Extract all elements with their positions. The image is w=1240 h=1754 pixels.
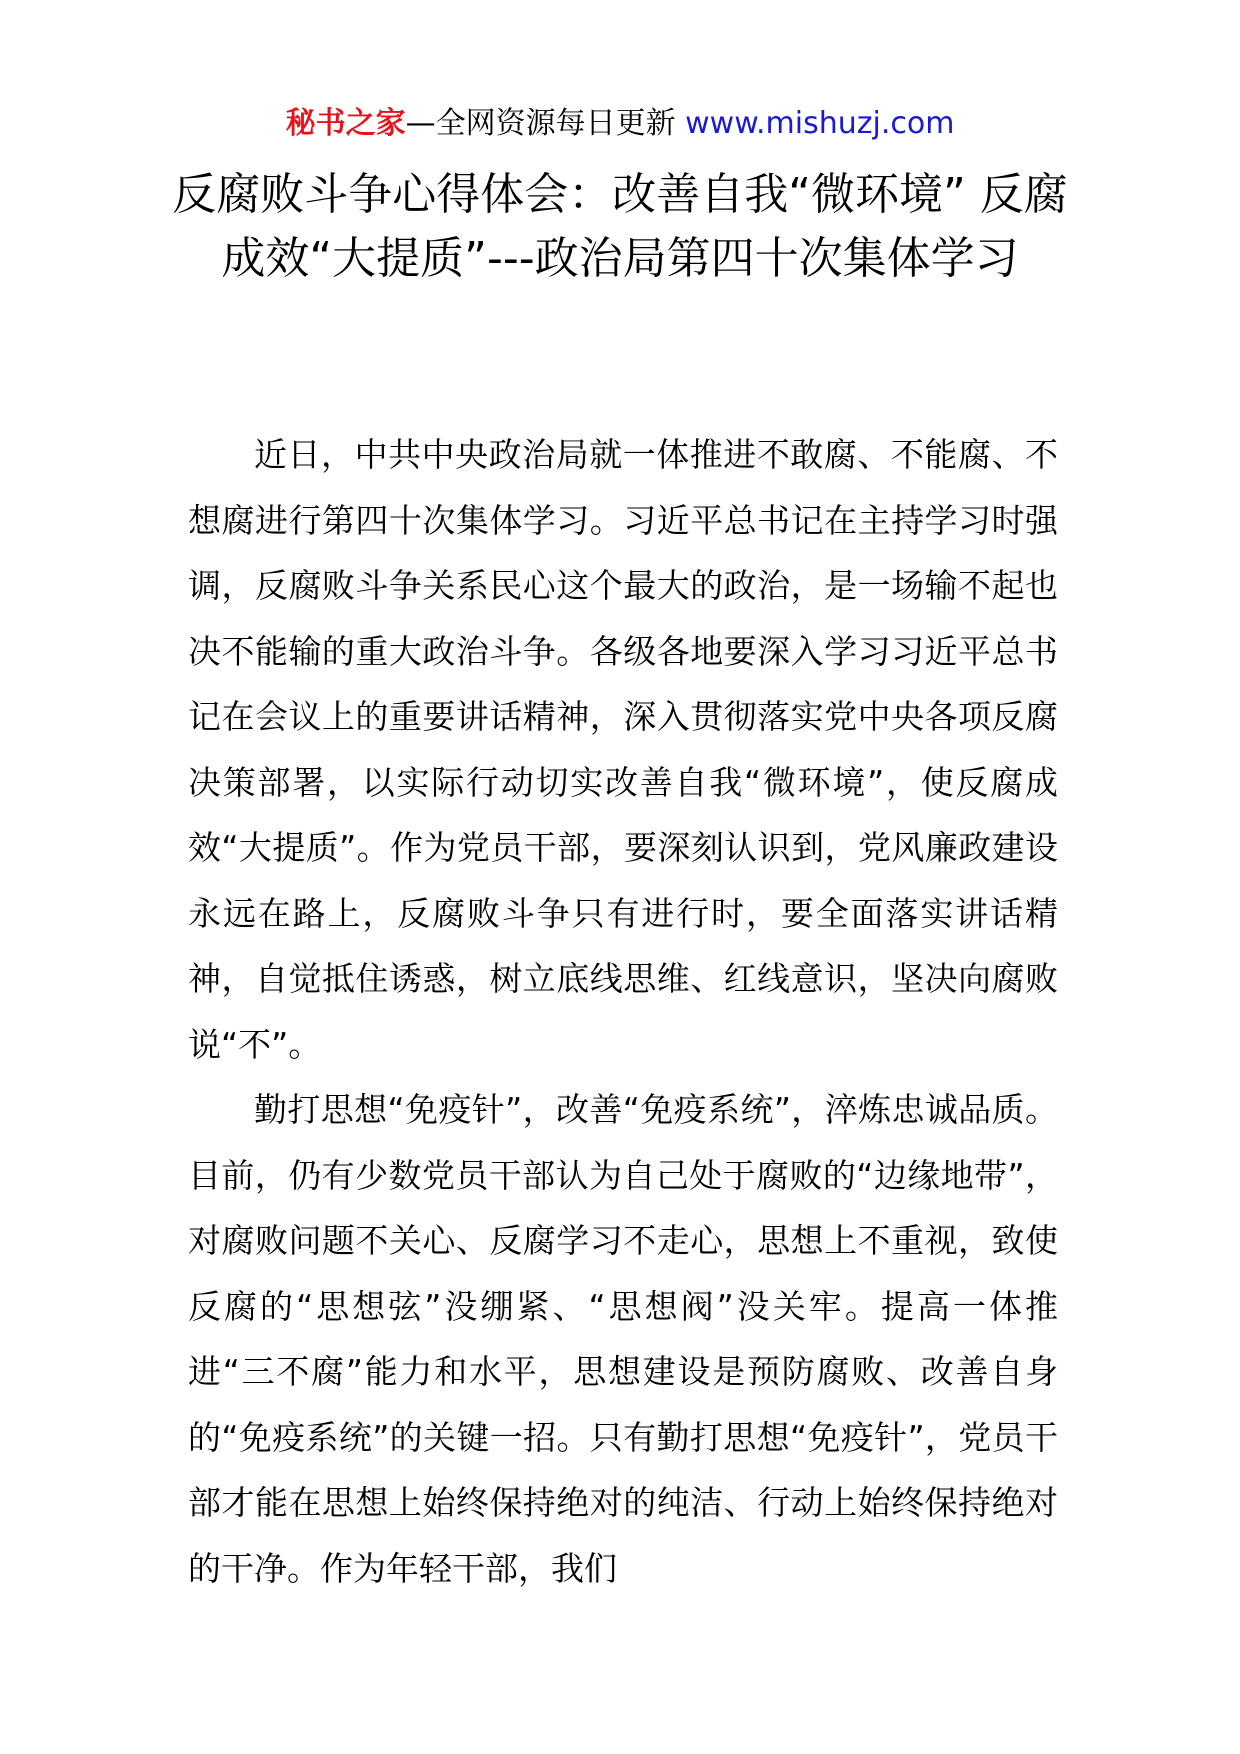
header-tagline: —全网资源每日更新 (405, 106, 686, 141)
site-header (0, 103, 1240, 145)
document-body (188, 422, 1058, 1601)
brand-name: 秘书之家 (285, 106, 406, 141)
site-url-link[interactable]: www.mishuzj.com (685, 106, 955, 141)
document-title: 反腐败斗争心得体会：改善自我“微环境” 反腐成效“大提质”---政治局第四十次集体学习 (172, 169, 1068, 284)
body-paragraph-1: 近日，中共中央政治局就一体推进不敢腐、不能腐、不想腐进行第四十次集体学习。习近平总书记在主持学习时强调，反腐败斗争关系民心这个最大的政治，是一场输不起也决不能输的重大政治斗争。各级各地要深入学习习近平总书记在会议上的重要讲话精神，深入贯彻落实党中央各项反腐决策部署，以实际行动切实改善自我“微环境”，使反腐成效“大提质”。作为党员干部，要深刻认识到，党风廉政建设永远在路上，反腐败斗争只有进行时，要全面落实讲话精神，自觉抵住诱惑，树立底线思维、红线意识，坚决向腐败说“不”。 (188, 435, 1058, 1064)
body-paragraph-2: 勤打思想“免疫针”，改善“免疫系统”，淬炼忠诚品质。目前，仍有少数党员干部认为自己处于腐败的“边缘地带”，对腐败问题不关心、反腐学习不走心，思想上不重视，致使反腐的“思想弦”没绷紧、“思想阀”没关牢。提高一体推进“三不腐”能力和水平，思想建设是预防腐败、改善自身的“免疫系统”的关键一招。只有勤打思想“免疫针”，党员干部才能在思想上始终保持绝对的纯洁、行动上始终保持绝对的干净。作为年轻干部，我们 (188, 1090, 1058, 1588)
